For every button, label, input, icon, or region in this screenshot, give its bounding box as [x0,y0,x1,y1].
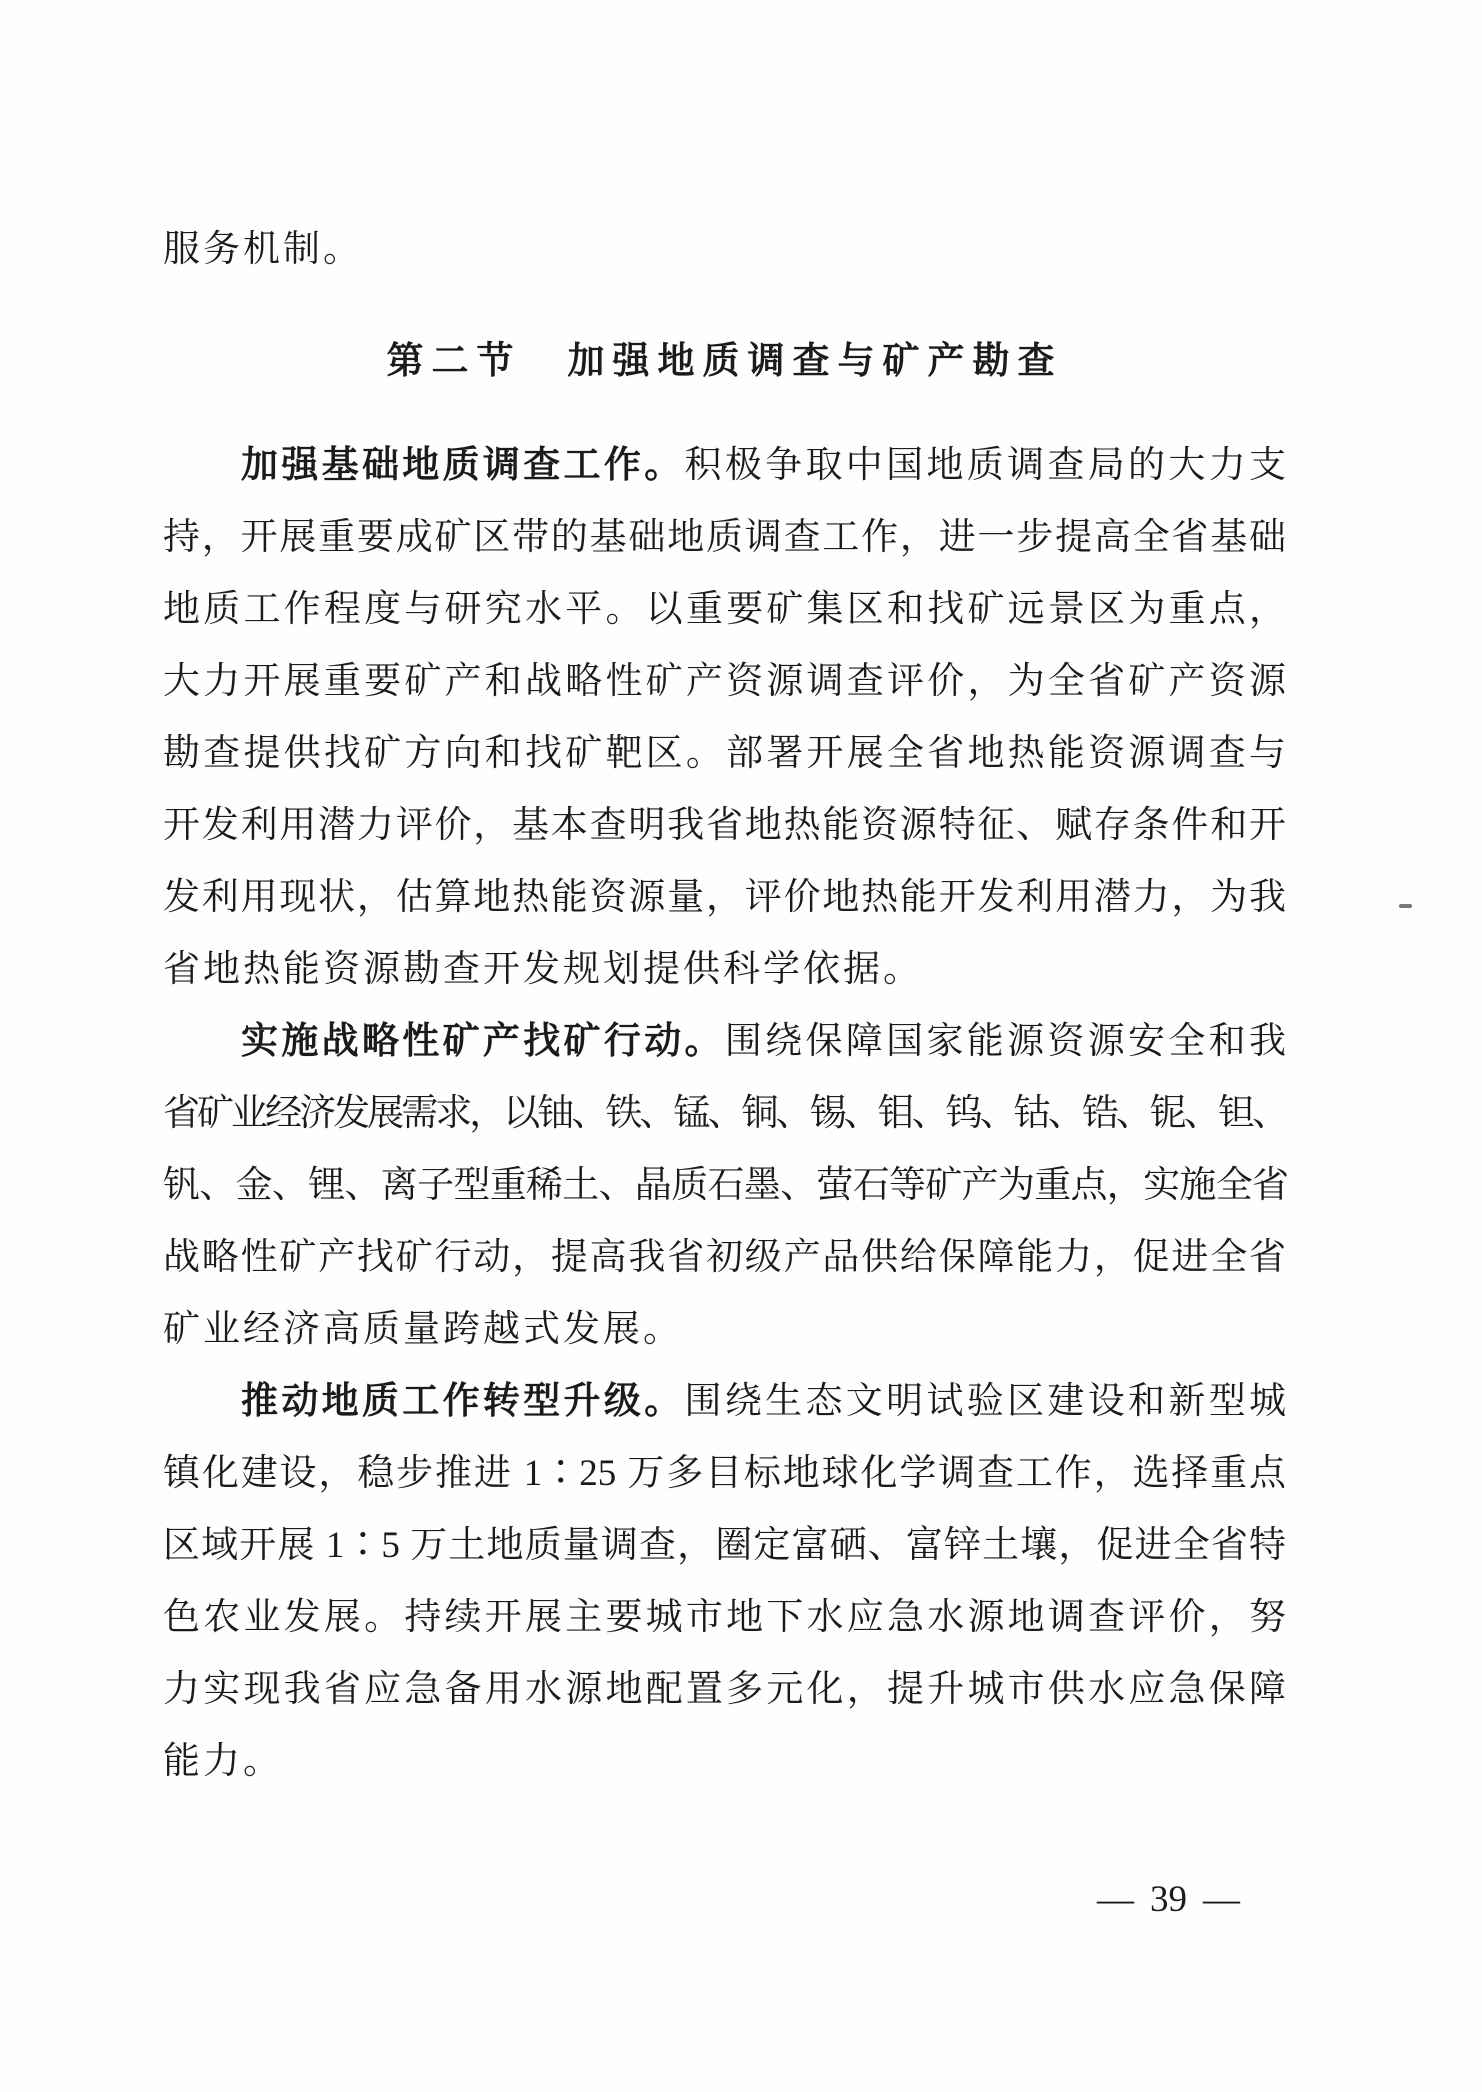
text-line-rest: 围绕保障国家能源资源安全和我 [724,1021,1287,1062]
text-line: 力实现我省应急备用水源地配置多元化，提升城市供水应急保障 [163,1669,1286,1710]
paragraph-lead: 加强基础地质调查工作。 [241,445,685,486]
text-line: 大力开展重要矿产和战略性矿产资源调查评价，为全省矿产资源 [163,661,1286,702]
text-line: 战略性矿产找矿行动，提高我省初级产品供给保障能力，促进全省 [163,1237,1286,1278]
text-line: 矿业经济高质量跨越式发展。 [163,1309,683,1350]
paragraph-1 [163,430,1286,1006]
text-line: 开发利用潜力评价，基本查明我省地热能资源特征、赋存条件和开 [163,805,1286,846]
text-line [163,1366,1286,1438]
text-line [163,430,1286,502]
paragraph-lead: 实施战略性矿产找矿行动。 [241,1021,725,1062]
text-line: 能力。 [163,1741,283,1782]
paragraph-lead: 推动地质工作转型升级。 [241,1381,685,1422]
text-line: 镇化建设，稳步推进 1∶25 万多目标地球化学调查工作，选择重点 [163,1453,1286,1494]
paragraph-continuation-line: 服务机制。 [163,229,363,270]
section-heading-title: 加强地质调查与矿产勘查 [567,341,1063,382]
text-line: 发利用现状，估算地热能资源量，评价地热能开发利用潜力，为我 [163,877,1286,918]
text-line: 省矿业经济发展需求，以铀、铁、锰、铜、锡、钼、钨、钴、锆、铌、钽、 [163,1093,1286,1134]
page-number: 39 [1150,1879,1187,1920]
text-line: 钒、金、锂、离子型重稀土、晶质石墨、萤石等矿产为重点，实施全省 [163,1165,1286,1206]
text-line-rest: 围绕生态文明试验区建设和新型城 [684,1381,1287,1422]
text-line-rest: 积极争取中国地质调查局的大力支 [684,445,1287,486]
text-line: 区域开展 1∶5 万土地质量调查，圈定富硒、富锌土壤，促进全省特 [163,1525,1286,1566]
page-footer [163,1864,1286,1936]
footer-dash-right: — [1203,1879,1240,1920]
paragraph-2 [163,1006,1286,1366]
text-block [163,0,1286,1936]
paragraph-3 [163,1366,1286,1798]
text-line [163,1006,1286,1078]
scan-artifact-mark [1399,904,1412,908]
text-line: 省地热能资源勘查开发规划提供科学依据。 [163,949,923,990]
section-heading-label: 第二节 [386,341,522,382]
text-line: 持，开展重要成矿区带的基础地质调查工作，进一步提高全省基础 [163,517,1286,558]
text-line: 色农业发展。持续开展主要城市地下水应急水源地调查评价，努 [163,1597,1286,1638]
text-line: 地质工作程度与研究水平。以重要矿集区和找矿远景区为重点， [163,589,1286,630]
text-line: 勘查提供找矿方向和找矿靶区。部署开展全省地热能资源调查与 [163,733,1286,774]
section-heading [163,326,1286,398]
footer-dash-left: — [1097,1879,1134,1920]
